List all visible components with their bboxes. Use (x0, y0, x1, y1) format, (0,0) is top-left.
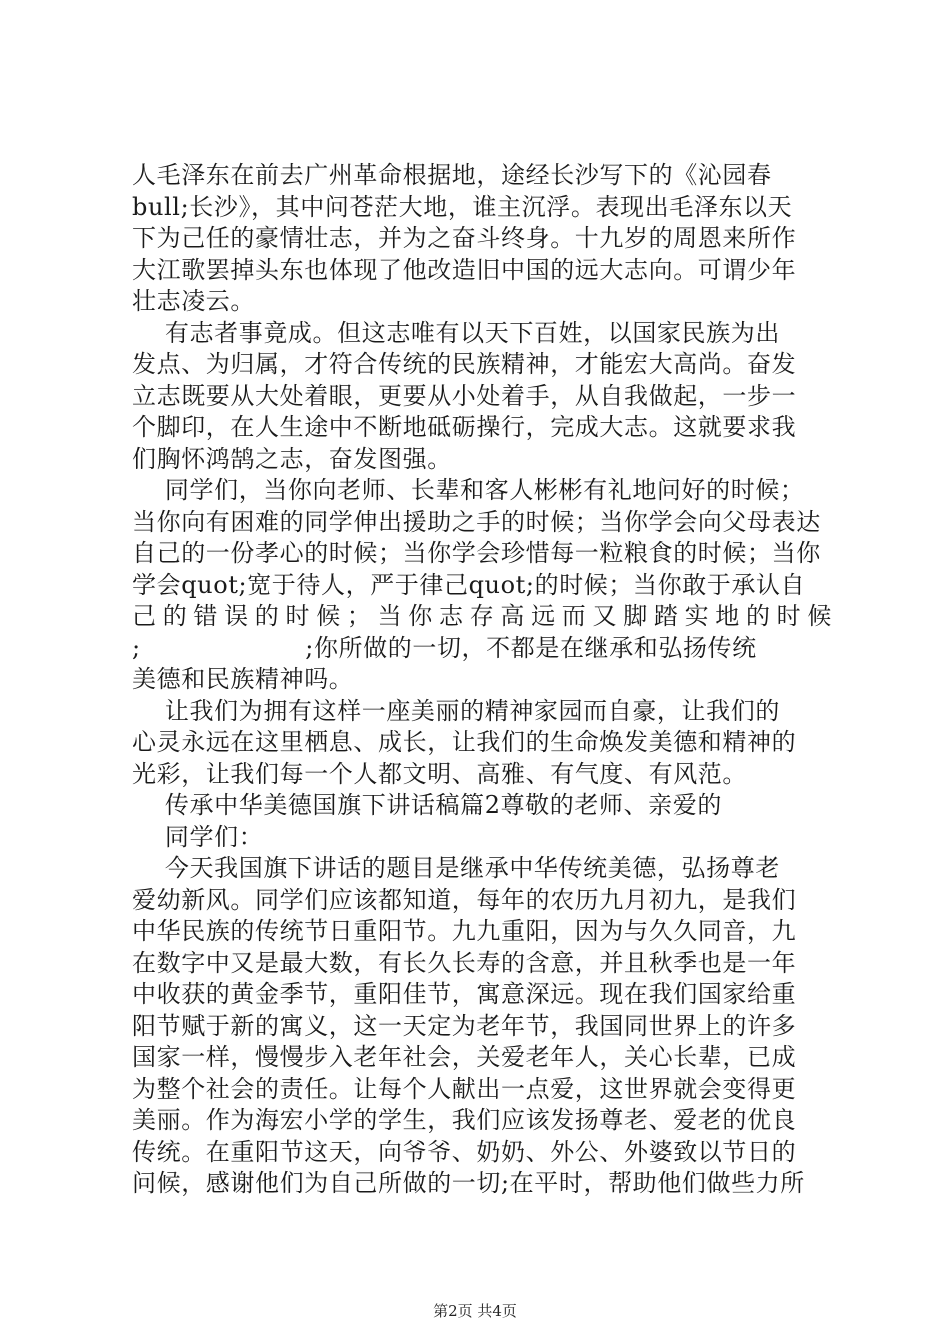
text-line: 美德和民族精神吗。 (132, 665, 354, 693)
text-line: 问候，感谢他们为自己所做的一切;在平时，帮助他们做些力所 (132, 1169, 805, 1197)
text-line: 爱幼新风。同学们应该都知道，每年的农历九月初九，是我们 (132, 885, 797, 914)
text-line: 为整个社会的责任。让每个人献出一点爱，这世界就会变得更 (132, 1074, 797, 1103)
text-line: 传承中华美德国旗下讲话稿篇2尊敬的老师、亲爱的 (132, 791, 722, 819)
text-line: 个脚印，在人生途中不断地砥砺操行，完成大志。这就要求我 (132, 413, 797, 441)
text-line: 壮志凌云。 (132, 287, 255, 315)
text-line: 同学们： (132, 822, 264, 851)
text-line: 们胸怀鸿鹄之志，奋发图强。 (132, 444, 452, 473)
text-line: 大江歌罢掉头东也体现了他改造旧中国的远大志向。可谓少年 (132, 255, 797, 284)
text-line: 美丽。作为海宏小学的学生，我们应该发扬尊老、爱老的优良 (132, 1106, 797, 1134)
text-line: 人毛泽东在前去广州革命根据地，途经长沙写下的《沁园春 (132, 161, 772, 189)
text-line: 中华民族的传统节日重阳节。九九重阳，因为与久久同音，九 (132, 917, 797, 945)
text-line: 中收获的黄金季节，重阳佳节，寓意深远。现在我们国家给重 (132, 980, 797, 1008)
text-line: 立志既要从大处着眼，更要从小处着手，从自我做起，一步一 (132, 381, 797, 410)
text-line: 传统。在重阳节这天，向爷爷、奶奶、外公、外婆致以节日的 (132, 1137, 797, 1166)
text-line: 心灵永远在这里栖息、成长，让我们的生命焕发美德和精神的 (132, 728, 797, 756)
text-line: 当你向有困难的同学伸出援助之手的时候；当你学会向父母表达 (132, 507, 821, 536)
body-text (132, 160, 832, 1200)
text-line: 阳节赋于新的寓义，这一天定为老年节，我国同世界上的许多 (132, 1011, 797, 1040)
text-line: 国家一样，慢慢步入老年社会，关爱老年人，关心长辈，已成 (132, 1043, 797, 1071)
text-line: ; ;你所做的一切，不都是在继承和弘扬传统 (132, 633, 757, 662)
page-number-footer: 第2页 共4页 (433, 1302, 517, 1320)
text-line: 己的错误的时候；当你志存高远而又脚踏实地的时候 (132, 602, 832, 630)
text-line: 下为己任的豪情壮志，并为之奋斗终身。十九岁的周恩来所作 (132, 224, 797, 252)
text-line: 光彩，让我们每一个人都文明、高雅、有气度、有风范。 (132, 759, 747, 788)
text-line: 学会quot;宽于待人，严于律己quot;的时候；当你敢于承认自 (132, 570, 806, 599)
text-line: 同学们，当你向老师、长辈和客人彬彬有礼地问好的时候； (132, 476, 805, 504)
text-line: bull;长沙》，其中问苍茫大地，谁主沉浮。表现出毛泽东以天 (132, 192, 793, 221)
text-line: 发点、为归属，才符合传统的民族精神，才能宏大高尚。奋发 (132, 350, 797, 378)
text-line: 让我们为拥有这样一座美丽的精神家园而自豪，让我们的 (132, 696, 780, 725)
text-line: 今天我国旗下讲话的题目是继承中华传统美德，弘扬尊老 (132, 854, 780, 882)
text-line: 有志者事竟成。但这志唯有以天下百姓，以国家民族为出 (132, 318, 780, 347)
text-line: 自己的一份孝心的时候；当你学会珍惜每一粒粮食的时候；当你 (132, 539, 821, 567)
text-line: 在数字中又是最大数，有长久长寿的含意，并且秋季也是一年 (132, 948, 797, 977)
